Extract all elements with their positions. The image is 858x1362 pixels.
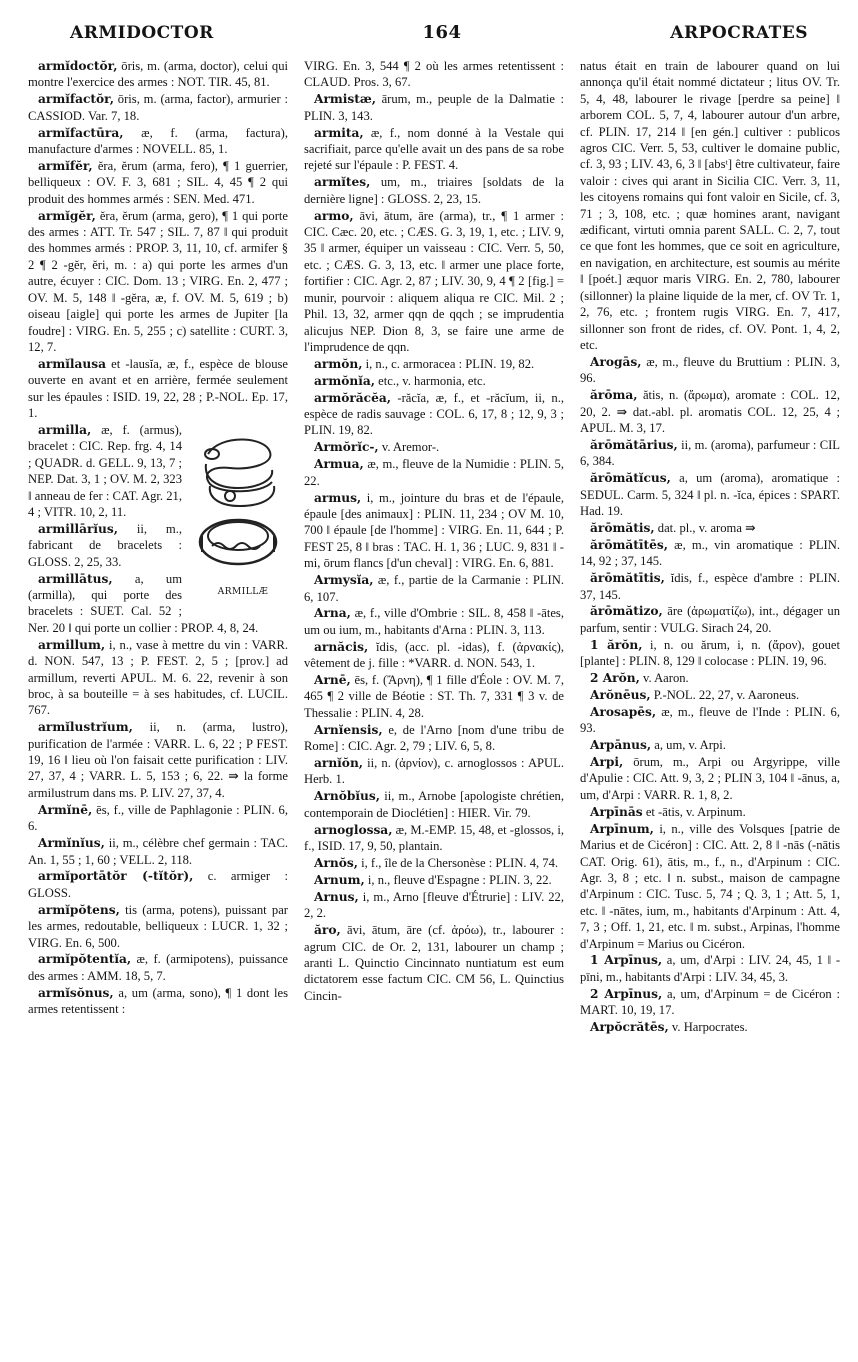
dictionary-entry xyxy=(28,719,288,801)
entry-definition: e, de l'Arno [nom d'une tribu de Rome] : CIC. Agr. 2, 79 ; LIV. 6, 5, 8. xyxy=(304,722,564,754)
entry-headword: 1 Arpīnus, xyxy=(590,953,663,968)
dictionary-entry xyxy=(28,58,288,91)
entry-definition: ōrum, m., Arpi ou Argyrippe, ville d'Apulie : CIC. Att. 9, 3, 2 ; PLIN 3, 104 ‖ -ānus, a, um, d'Arpi : VARR. R. 1, 8, 2. xyxy=(580,755,840,802)
entry-definition: æ, f. (armus), bracelet : CIC. Rep. frg. 4, 14 ; QUADR. d. GELL. 9, 13, 7 ; NEP. Dat. 3, 1 ; OV. M. 2, 323 ‖ anneau de fer : CAT. Agr. 21, 4 ; VITR. 10, 2, 11. xyxy=(28,422,182,519)
entry-definition: ĕra, ĕrum (arma, fero), ¶ 1 guerrier, belliqueux : OV. F. 3, 681 ; SIL. 4, 45 ¶ 2 qui produit des hommes armés : SEN. Med. 471. xyxy=(28,158,288,206)
dictionary-entry xyxy=(304,639,564,672)
dictionary-entry xyxy=(304,922,564,1004)
column-right xyxy=(580,58,840,1348)
entry-definition: a, um (aroma), aromatique : SEDUL. Carm. 5, 324 ‖ pl. n. -ĭca, épices : SPART. Had. 19. xyxy=(580,471,840,518)
dictionary-entry xyxy=(580,804,840,820)
entry-headword: Arpānus, xyxy=(590,738,652,753)
dictionary-entry xyxy=(304,91,564,124)
entry-definition: æ, m., fleuve du Bruttium : PLIN. 3, 96. xyxy=(580,354,840,386)
entry-definition: a, um, v. Arpi. xyxy=(654,738,726,753)
entry-headword: ărōmătĭcus, xyxy=(590,471,671,486)
entry-definition: āvi, ātum, āre (arma), tr., ¶ 1 armer : CIC. Cæc. 20, etc. ; CÆS. G. 3, 19, 1, etc. ; LIV. 9, 35 ‖ armer, équiper un vaisseau : CIC. Verr. 5, 50, etc. ; CÆS. G. 3, 13, etc. ‖ armer une place forte, fortifier : CIC. Agr. 2, 87 ; LIV. 30, 9, 4 ¶ 2 [fig.] = munir, pourvoir : aliquem aliqua re CIC. Mil. 2 ; Phil. 13, 32, armer qqn de qqch ; se imprudentia alicujus NEP. Dion 8, 3, se faire une arme de l'imprudence de qqn. xyxy=(304,208,564,354)
entry-definition: æ, f., nom donné à la Vestale qui sacrifiait, parce qu'elle avait un des pans de sa robe rejeté sur l'épaule : P. FEST. 4. xyxy=(304,125,564,173)
entry-definition: i, n., vase à mettre du vin : VARR. d. NON. 547, 13 ; P. FEST. 2, 5 ; [prov.] ad armillum, reverti APUL. M. 6. 22, revenir à son broc, à sa bouteille = à ses habitudes, cf. LUCIL. 767. xyxy=(28,637,288,718)
entry-definition: æ, f. (arma, factura), manufacture d'armes : NOVELL. 85, 1. xyxy=(28,125,288,157)
dictionary-entry xyxy=(28,802,288,835)
dictionary-entry xyxy=(28,902,288,951)
bracelet-illustration xyxy=(188,424,288,600)
entry-headword: armĭpŏtens, xyxy=(38,902,120,917)
entry-definition: a, um (armilla), qui porte des bracelets : SUET. Cal. 52 ; Ner. 20 ‖ qui porte un collier : PROP. 4, 8, 24. xyxy=(28,571,259,635)
entry-headword: ărōmătītis, xyxy=(590,571,665,586)
entry-headword: armĭpŏtentĭa, xyxy=(38,952,132,967)
entry-definition: ārum, m., peuple de la Dalmatie : PLIN. 3, 143. xyxy=(304,92,564,123)
entry-definition: c. armiger : GLOSS. xyxy=(28,869,288,900)
entry-headword: Arnum, xyxy=(314,872,365,887)
entry-headword: ărōmătizo, xyxy=(590,604,663,619)
entry-definition: P.-NOL. 22, 27, v. Aaroneus. xyxy=(653,687,800,702)
entry-definition: a, um (arma, sono), ¶ 1 dont les armes retentissent : xyxy=(28,985,288,1017)
entry-headword: armĭtes, xyxy=(314,175,371,190)
dictionary-entry xyxy=(304,722,564,755)
entry-definition: -răcĭa, æ, f., et -răcĭum, ii, n., espèce de radis sauvage : COL. 6, 17, 8 ; 12, 9, 3 ; PLIN. 19, 82. xyxy=(304,390,564,438)
dictionary-entry xyxy=(28,125,288,158)
dictionary-entry xyxy=(28,868,288,901)
dictionary-entry xyxy=(304,58,564,91)
entry-headword: Arpi, xyxy=(590,755,624,770)
entry-definition: ătis, n. (ἄρωμα), aromate : COL. 12, 20, 2. ⇛ dat.-abl. pl. aromatis COL. 12, 25, 4 ; APUL. M. 3, 17. xyxy=(580,388,840,435)
entry-headword: Arpŏcrătēs, xyxy=(590,1020,669,1035)
dictionary-entry xyxy=(28,951,288,984)
entry-definition: i, n., ville des Volsques [patrie de Marius et de Cicéron] : CIC. Att. 2, 8 ‖ -nās (-nātis CAT. Orig. 61), ātis, m., f., n., d'Arpinum : CIC. Agr. 3, 8 ; etc. ‖ n. subst., maison de campagne d'Arpinum : CIC. Tusc. 5, 74 ; Q. 3, 1 ; Att. 5, 1, etc. ‖ -nātes, ium, m., habitants d'Arpinum : Att. 4, 7, 3 ; Off. 1, 21, etc. ‖ m. subst., Arpinas, l'homme d'Arpinum = Marius ou Cicéron. xyxy=(580,821,840,951)
entry-definition: ōris, m. (arma, doctor), celui qui montre l'exercice des armes : NOT. TIR. 45, 81. xyxy=(28,59,288,90)
entry-headword: 2 Arŏn, xyxy=(590,671,640,686)
entry-definition: æ, f., partie de la Carmanie : PLIN. 6, 107. xyxy=(304,573,564,604)
dictionary-entry xyxy=(28,835,288,868)
entry-headword: armilla, xyxy=(38,422,92,437)
dictionary-entry xyxy=(580,986,840,1019)
dictionary-entry xyxy=(580,637,840,670)
entry-headword: armĭfactŏr, xyxy=(38,92,114,107)
entry-definition: a, um, d'Arpinum = de Cicéron : MART. 10, 19, 17. xyxy=(580,986,840,1018)
dictionary-entry xyxy=(304,855,564,871)
entry-definition: ēs, f. (Ἄρνη), ¶ 1 fille d'Éole : OV. M. 7, 465 ¶ 2 ville de Béotie : ST. Th. 7, 331 ¶ 3 v. de Thessalie : PLIN. 4, 28. xyxy=(304,673,564,720)
dictionary-entry xyxy=(304,356,564,372)
entry-definition: i, n., c. armoracea : PLIN. 19, 82. xyxy=(365,356,535,371)
dictionary-entry xyxy=(304,572,564,605)
entry-headword: Arnĭensis, xyxy=(314,722,383,737)
entry-definition: dat. pl., v. aroma ⇛ xyxy=(657,520,756,535)
entry-headword: armĭfĕr, xyxy=(38,158,93,173)
dictionary-entry xyxy=(580,354,840,387)
entry-headword: armo, xyxy=(314,208,354,223)
entry-definition: ĭdis, (acc. pl. -idas), f. (ἀρνακίς), vêtement de j. fille : *VARR. d. NON. 543, 1. xyxy=(304,639,564,671)
entry-headword: Arnus, xyxy=(314,889,359,904)
entry-definition: v. Aaron. xyxy=(643,671,689,686)
entry-headword: armita, xyxy=(314,125,364,140)
dictionary-entry xyxy=(580,704,840,737)
dictionary-entry xyxy=(580,58,840,353)
dictionary-entry xyxy=(304,439,564,455)
entry-definition: ii, n. (ἀρνίον), c. arnoglossos : APUL. Herb. 1. xyxy=(304,756,564,787)
entry-definition: æ, f., ville d'Ombrie : SIL. 8, 458 ‖ -ātes, um ou ium, m., habitants d'Arna : PLIN. 3, 113. xyxy=(304,606,564,637)
entry-headword: armĭsŏnus, xyxy=(38,985,114,1000)
dictionary-entry xyxy=(304,788,564,821)
header-last-entry: ARPOCRATES xyxy=(670,23,808,43)
entry-headword: Arogās, xyxy=(590,354,642,369)
entry-definition: etc., v. harmonia, etc. xyxy=(378,373,486,388)
entry-headword: armĭdoctŏr, xyxy=(38,59,118,73)
entry-headword: ărōmătītēs, xyxy=(590,537,668,552)
entry-headword: 1 ărŏn, xyxy=(590,637,643,652)
dictionary-entry xyxy=(580,821,840,952)
entry-definition: ōris, m. (arma, factor), armurier : CASSIOD. Var. 7, 18. xyxy=(28,92,288,123)
dictionary-entry xyxy=(580,387,840,436)
entry-definition: et -lausĭa, æ, f., espèce de blouse ouverte en avant et en arrière, fermée seulement sur les épaules : ISID. 19, 22, 28 ; P.-NOL. Ep. 17, 1. xyxy=(28,356,288,421)
entry-headword: armĭfactūra, xyxy=(38,125,124,140)
entry-headword: Arosapēs, xyxy=(590,704,657,719)
dictionary-entry xyxy=(304,889,564,922)
entry-headword: armillum, xyxy=(38,637,106,652)
entry-definition: ii, m., fabricant de bracelets : GLOSS. 2, 25, 33. xyxy=(28,521,182,569)
dictionary-entry xyxy=(580,1019,840,1035)
entry-definition: āre (ἀρωματίζω), int., dégager un parfum, sentir : VULG. Sirach 24, 20. xyxy=(580,604,840,635)
entry-headword: Armŏrĭc-, xyxy=(314,440,379,455)
dictionary-entry xyxy=(304,872,564,888)
entry-headword: armĭgĕr, xyxy=(38,208,96,223)
entry-headword: Armĭnē, xyxy=(38,802,93,817)
entry-headword: Arpīnum, xyxy=(590,821,654,836)
entry-definition: um, m., triaires [soldats de la dernière ligne] : GLOSS. 2, 23, 15. xyxy=(304,175,564,206)
entry-definition: v. Harpocrates. xyxy=(671,1020,748,1035)
entry-headword: Armistæ, xyxy=(314,92,377,107)
dictionary-entry xyxy=(580,437,840,470)
entry-headword: armŏn, xyxy=(314,356,363,371)
bracelet-drawing xyxy=(190,424,286,584)
dictionary-entry xyxy=(304,672,564,721)
column-left xyxy=(28,58,288,1348)
page-number: 164 xyxy=(422,22,462,43)
entry-headword: armŏnĭa, xyxy=(314,373,375,388)
figure-caption: ARMILLÆ xyxy=(217,586,269,597)
dictionary-entry xyxy=(304,390,564,439)
entry-headword: Arna, xyxy=(314,606,351,621)
dictionary-entry xyxy=(580,737,840,753)
entry-definition: ĕra, ĕrum (arma, gero), ¶ 1 qui porte des armes : ATT. Tr. 547 ; SIL. 7, 87 ‖ qui produit des hommes armés : PROP. 3, 11, 10, cf. armifer § 2 ¶ 2 -gĕr, ĕri, m. : a) qui porte les armes d'un autre, écuyer : CIC. Dom. 13 ; VIRG. En. 2, 477 ; OV. M. 5, 148 ‖ -gĕra, æ, f. OV. M. 5, 619 ; b) oiseau [aigle] qui porte les armes de Jupiter [la foudre] : VIRG. En. 5, 255 ; c) satellite : CURT. 3, 12, 7. xyxy=(28,208,288,354)
dictionary-entry xyxy=(304,125,564,174)
entry-definition: ii, n. (arma, lustro), purification de l'armée : VARR. L. 6, 22 ; P FEST. 19, 16 ‖ lieu où l'on faisait cette purification : LIV. 27, 37, 4 ; VARR. L. 5, 153 ; 6, 22. ⇛ la forme armilustrum dans ms. P. LIV. 27, 37, 4. xyxy=(28,720,288,800)
dictionary-entry xyxy=(580,470,840,519)
header-first-entry: ARMIDOCTOR xyxy=(70,23,214,43)
dictionary-entry xyxy=(28,985,288,1018)
entry-headword: armĭportātŏr (-tĭtŏr), xyxy=(38,869,194,884)
entry-definition: ii, m., Arnobe [apologiste chrétien, contemporain de Dioclétien] : HIER. Vir. 79. xyxy=(304,789,564,820)
entry-headword: Armysĭa, xyxy=(314,573,374,588)
column-middle xyxy=(304,58,564,1348)
entry-headword: arnoglossa, xyxy=(314,822,393,837)
entry-headword: Arpīnās xyxy=(590,804,643,819)
entry-definition: i, f., île de la Chersonèse : PLIN. 4, 74. xyxy=(361,856,559,870)
entry-headword: ăro, xyxy=(314,923,341,938)
dictionary-entry xyxy=(304,456,564,489)
dictionary-entry xyxy=(580,520,840,536)
running-header xyxy=(70,22,808,43)
dictionary-entry xyxy=(580,603,840,636)
dictionary-entry xyxy=(28,91,288,124)
entry-headword: Arnē, xyxy=(314,673,351,688)
entry-definition: i, n., fleuve d'Espagne : PLIN. 3, 22. xyxy=(367,872,552,887)
entry-definition: æ, m., fleuve de la Numidie : PLIN. 5, 22. xyxy=(304,457,564,488)
dictionary-entry xyxy=(28,637,288,719)
dictionary-entry xyxy=(580,570,840,603)
entry-definition: ii, m., célèbre chef germain : TAC. An. 1, 55 ; 1, 60 ; VELL. 2, 118. xyxy=(28,836,288,867)
entry-headword: armillārĭus, xyxy=(38,521,119,536)
dictionary-entry xyxy=(28,208,288,356)
entry-definition: æ, f. (armipotens), puissance des armes : AMM. 18, 5, 7. xyxy=(28,952,288,983)
dictionary-entry xyxy=(580,687,840,703)
entry-definition: æ, m., vin aromatique : PLIN. 14, 92 ; 37, 145. xyxy=(580,537,840,569)
entry-definition: æ, M.-EMP. 15, 48, et -glossos, i, f., ISID. 17, 9, 50, plantain. xyxy=(304,822,564,854)
dictionary-entry xyxy=(304,174,564,207)
entry-headword: Arŏnēus, xyxy=(590,687,651,702)
entry-definition: i, m., Arno [fleuve d'Étrurie] : LIV. 22, 2, 2. xyxy=(304,889,564,921)
entry-headword: armŏrăcĕa, xyxy=(314,390,391,405)
entry-headword: 2 Arpīnus, xyxy=(590,986,663,1001)
entry-definition: āvi, ātum, āre (cf. ἀρόω), tr., labourer : agrum CIC. de Or. 2, 131, labourer un champ ; aranti L. Quinctio Cincinnato nuntiatum est eum dictatorem esse factum CIC. CM 56, L. Quinctius Cincin- xyxy=(304,923,564,1003)
entry-definition: ēs, f., ville de Paphlagonie : PLIN. 6, 6. xyxy=(28,802,288,834)
entry-headword: Arnŏbĭus, xyxy=(314,789,380,804)
dictionary-entry xyxy=(304,490,564,572)
dictionary-entry xyxy=(304,208,564,356)
dictionary-entry xyxy=(304,605,564,638)
dictionary-entry xyxy=(580,952,840,985)
entry-definition: tis (arma, potens), puissant par les armes, redoutable, belliqueux : LUCR. 1, 32 ; VIRG. En. 6, 500. xyxy=(28,902,288,950)
dictionary-entry xyxy=(304,373,564,389)
entry-definition: VIRG. En. 3, 544 ¶ 2 où les armes retentissent : CLAUD. Pros. 3, 67. xyxy=(304,59,564,90)
entry-definition: natus était en train de labourer quand on lui annonça qu'il était nommé dictateur ; litus OV. Tr. 5, 4, 48, labourer le rivage [perdre sa peine] ‖ arborem COL. 5, 7, 4, labourer autour d'un arbre, cf. PLIN. 17, 214 ‖ [en gén.] cultiver : publicos agros CIC. Verr. 5, 53, cultiver le domaine public, cf. 3, 93 ; LIV. 43, 6, 3 ‖ [absᵗ] être cultivateur, faire valoir : cives qui arant in Sicilia CIC. Verr. 3, 11, les citoyens romains qui font valoir en Sicile, cf. 3, 71 ; 3, 108, etc. ; quæ homines arant, navigant ædificant, virtuti omnia parent SALL. C. 2, 7, tout ce que font les hommes, que ce soit en agriculture, en navigation, en architecture, est soumis au mérite ‖ [poét.] æquor maris VIRG. En. 2, 780, labourer (sillonner) la plaine liquide de la mer, cf. OV Tr. 1, 2, 76, etc. ; frontem rugis VIRG. En. 7, 417, sillonner son front de rides, cf. OV. Pont. 1, 4, 2, etc. xyxy=(580,59,840,352)
entry-headword: Armua, xyxy=(314,457,364,472)
dictionary-entry xyxy=(28,158,288,207)
entry-definition: ĭdis, f., espèce d'ambre : PLIN. 37, 145. xyxy=(580,571,840,602)
entry-definition: et -ātis, v. Arpinum. xyxy=(645,804,746,819)
entry-headword: Arnŏs, xyxy=(314,856,358,870)
entry-headword: armus, xyxy=(314,490,362,505)
entry-headword: armĭlausa xyxy=(38,356,106,371)
dictionary-entry xyxy=(580,537,840,570)
entry-headword: ărōmătārius, xyxy=(590,437,678,452)
columns xyxy=(28,58,840,1348)
entry-definition: i, n. ou ărum, i, n. (ἄρον), gouet [plante] : PLIN. 8, 129 ‖ colocase : PLIN. 19, 96. xyxy=(580,637,840,669)
dictionary-entry xyxy=(580,670,840,686)
entry-headword: arnăcis, xyxy=(314,639,369,654)
entry-headword: ărōmătis, xyxy=(590,520,655,535)
dictionary-entry xyxy=(304,822,564,855)
entry-definition: æ, m., fleuve de l'Inde : PLIN. 6, 93. xyxy=(580,704,840,736)
entry-definition: i, m., jointure du bras et de l'épaule, épaule [des animaux] : PLIN. 11, 234 ; OV M. 10, 700 ‖ épaule [de l'homme] : VIRG. En. 11, 644 ; P. FEST 25, 8 ‖ bras : TAC. H. 1, 36 ; LUC. 9, 831 ‖ -mi, ōrum flancs [d'un cheval] : VIRG. En. 6, 881. xyxy=(304,490,564,571)
entry-definition: ii, m. (aroma), parfumeur : CIL 6, 384. xyxy=(580,437,840,469)
entry-headword: armĭlustrĭum, xyxy=(38,720,133,735)
dictionary-entry xyxy=(304,755,564,788)
entry-headword: ărōma, xyxy=(590,388,638,403)
entry-definition: a, um, d'Arpi : LIV. 24, 45, 1 ‖ -pīni, m., habitants d'Arpi : LIV. 34, 45, 3. xyxy=(580,953,840,984)
entry-headword: Armĭnĭus, xyxy=(38,836,105,851)
entry-definition: v. Aremor-. xyxy=(381,440,440,455)
entry-headword: armillātus, xyxy=(38,571,113,586)
entry-headword: arnĭŏn, xyxy=(314,756,364,771)
dictionary-entry xyxy=(28,356,288,422)
dictionary-entry xyxy=(580,754,840,803)
